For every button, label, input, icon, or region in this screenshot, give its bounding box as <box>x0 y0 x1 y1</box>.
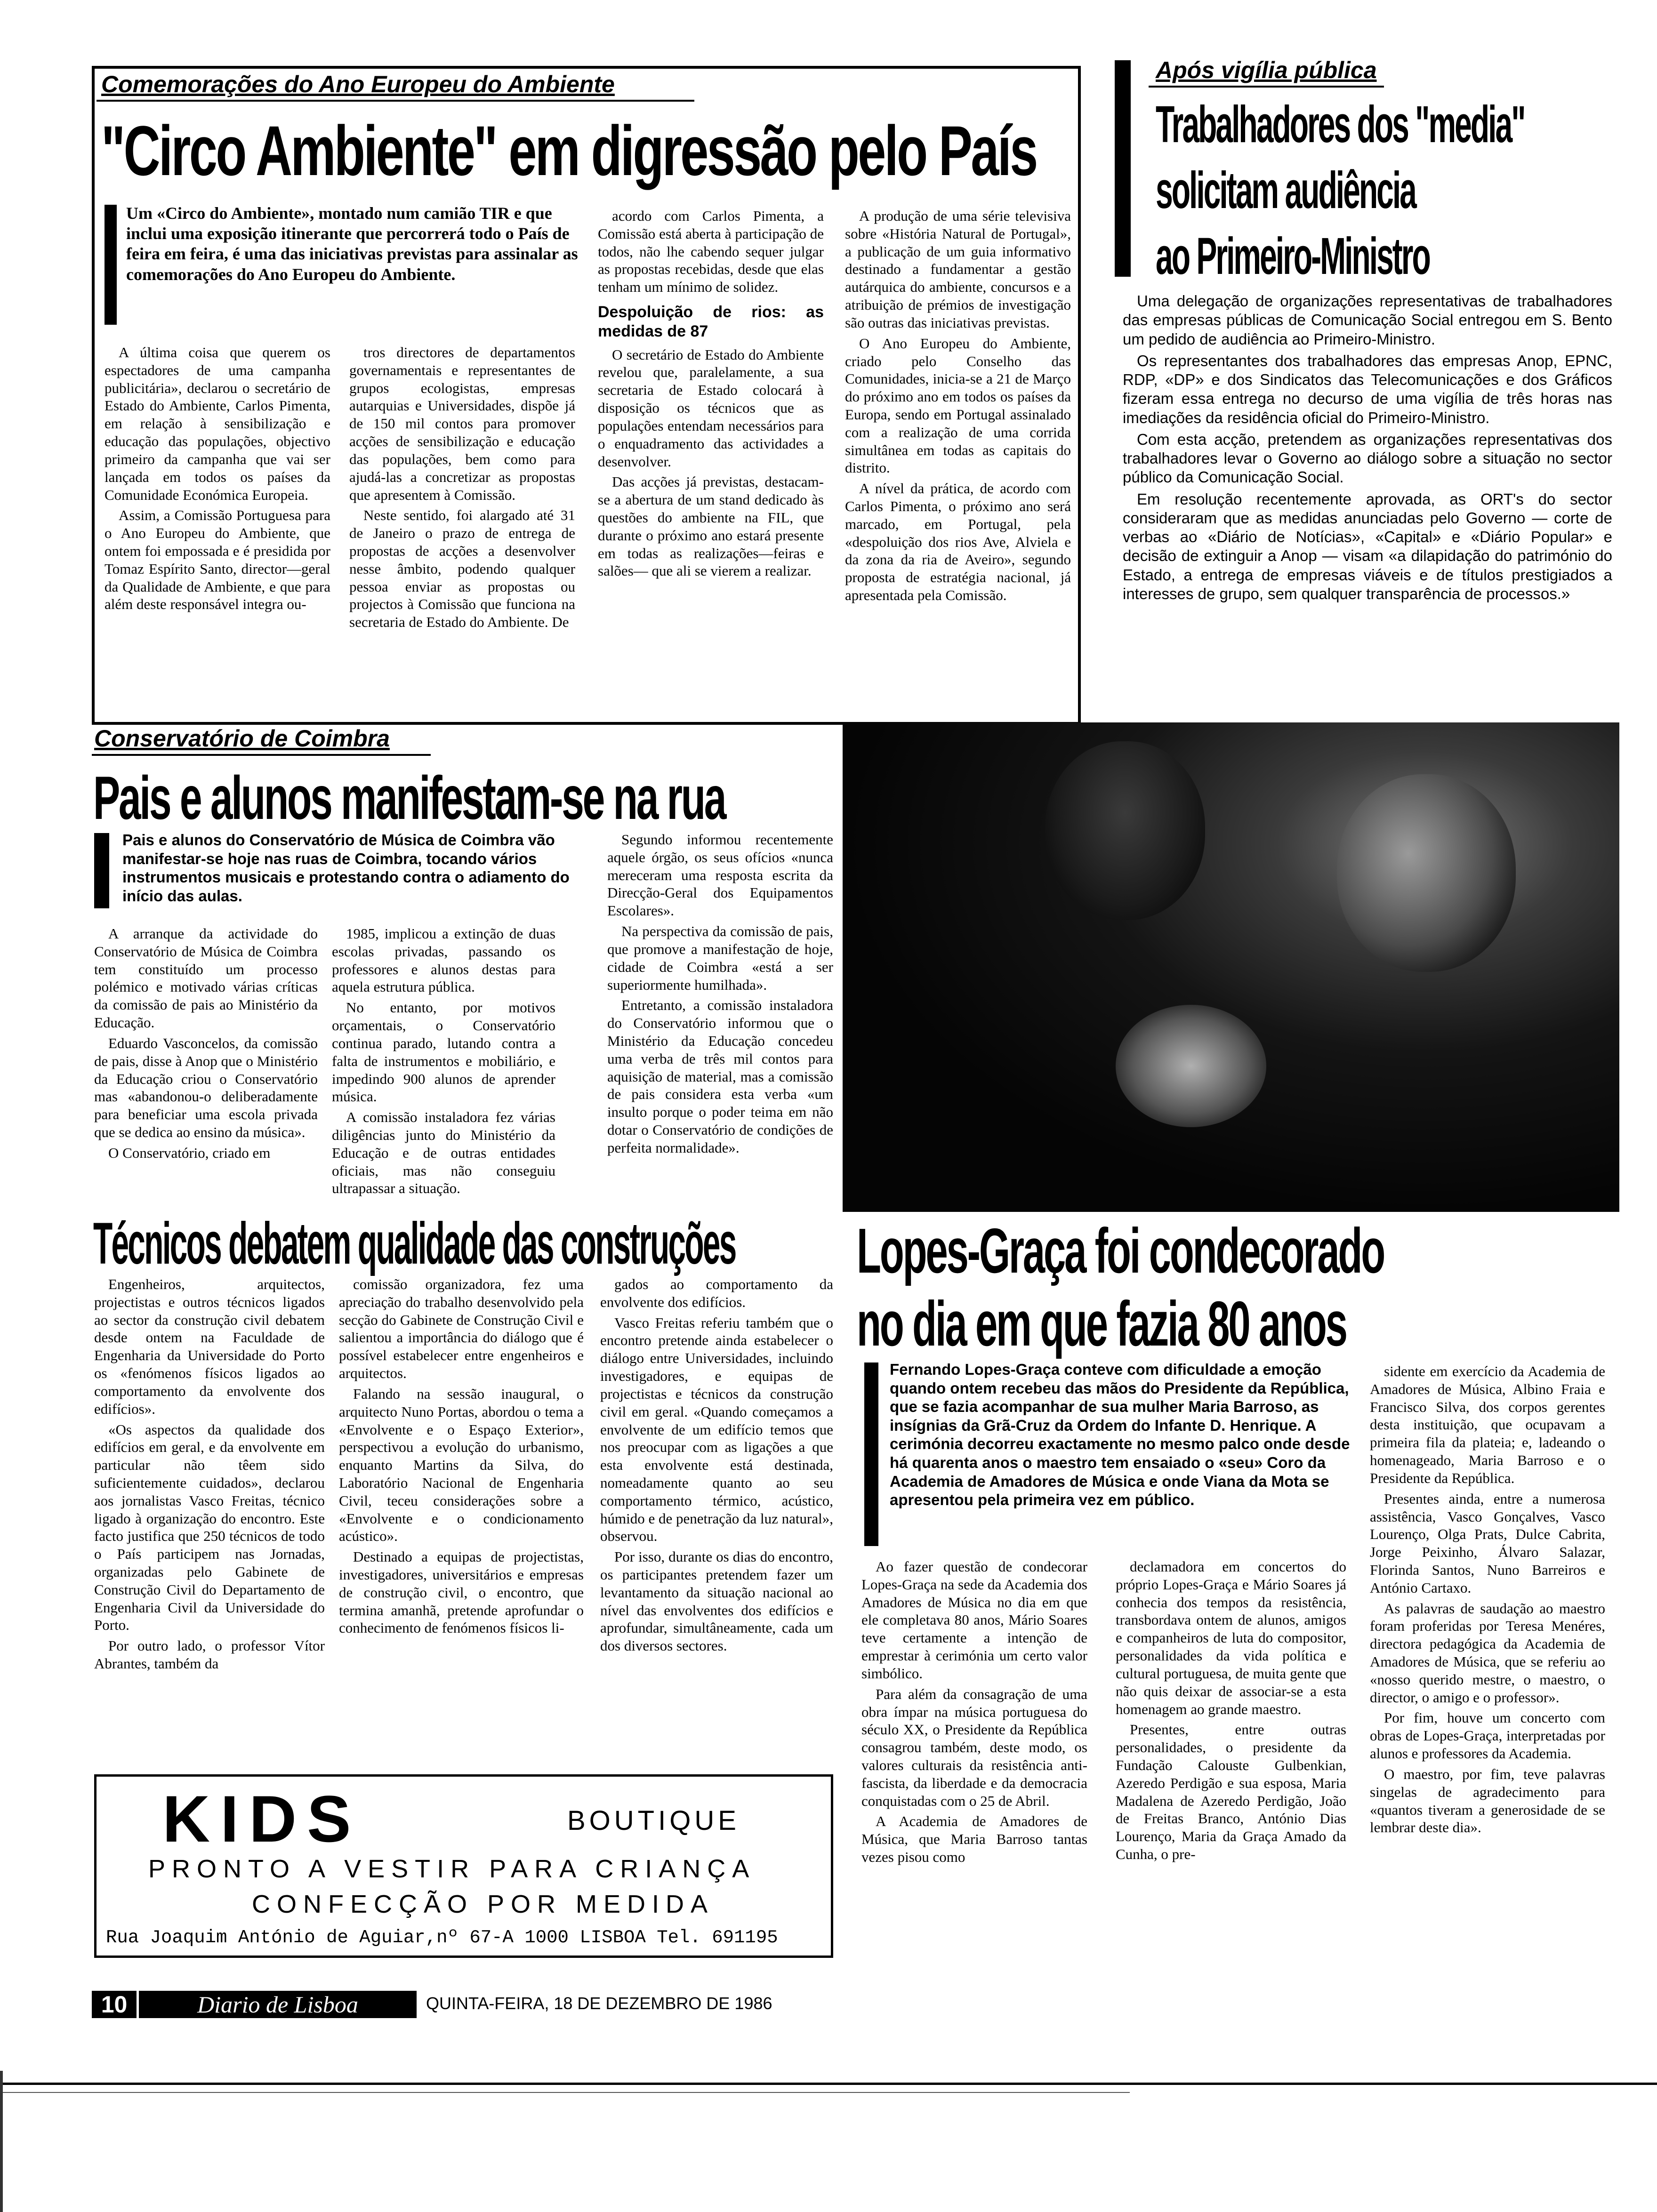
article2-headline-line-2: solicitam audiência <box>1156 161 1416 219</box>
article3-kicker: Conservatório de Coimbra <box>94 725 390 752</box>
ad-boutique: BOUTIQUE <box>567 1805 740 1836</box>
article1-column-2: tros directores de departamentos governamentais e representantes de grupos ecologistas, empresas autarquias e Universidades, dispõe já de 150 mil contos para promover acções de sensibilização e educação das populações, bem como para ajudá-las a concretizar as propostas que apresentem à Comissão. Neste sentido, foi alargado até 31 de Janeiro o prazo de entrega de propostas de acções a desenvolver nesse âmbito, podendo qualquer pessoa enviar as propostas ou projectos à Comissão que funciona na secretaria de Estado do Ambiente. De <box>349 344 575 631</box>
article1-subhead: Despoluição de rios: as medidas de 87 <box>598 303 824 340</box>
article1-column-3: acordo com Carlos Pimenta, a Comissão está aberta à participação de todos, não lhe cabendo sequer julgar as propostas recebidas, desde que elas tenham um mínimo de solidez. Despoluição de rios: as medidas de 87 O secretário de Estado do Ambiente revelou que, paralelamente, a sua secretaria de Estado colocará à disposição os técnicos que as populações entendam necessários para o enquadramento das actividades a desenvolver. Das acções já previstas, destacam-se a abertura de um stand dedicado às questões do ambiente na FIL, que durante o próximo ano estará presente em todas as realizações—feiras e salões— que ali se vierem a realizar. <box>598 208 824 579</box>
page-edge-rule <box>0 2083 1657 2085</box>
article1-kicker: Comemorações do Ano Europeu do Ambiente <box>101 71 615 97</box>
scan-left-edge <box>0 2071 3 2212</box>
article5-column-1: Ao fazer questão de condecorar Lopes-Graça na sede da Academia dos Amadores de Música no dia em que ele completava 80 anos, Mário Soares teve certamente a intenção de emprestar à cerimónia um certo valor simbólico. Para além da consagração de uma obra ímpar na música portuguesa do século XX, o Presidente da República consagrou também, deste modo, os valores culturais da resistência anti-fascista, da liberdade e da democracia conquistadas com o 25 de Abril. A Academia de Amadores de Música, que Maria Barroso tantas vezes pisou como <box>861 1558 1087 1865</box>
article5-headline-line-2: no dia em que fazia 80 anos <box>857 1288 1346 1359</box>
ceremony-photo <box>843 722 1619 1212</box>
article5-lead: Fernando Lopes-Graça conteve com dificuldade a emoção quando ontem recebeu das mãos do Presidente da República, que se fazia acompanhar de sua mulher Maria Barroso, as insígnias da Grã-Cruz da Ordem do Infante D. Henrique. A cerimónia decorreu exactamente no mesmo palco onde desde há quarenta anos o maestro tem ensaiado o «seu» Coro da Academia de Amadores de Música e onde Viana da Mota se apresentou pela primeira vez em público. <box>890 1361 1350 1509</box>
kicker-rule <box>97 100 694 102</box>
article4-column-2: comissão organizadora, fez uma apreciação do trabalho desenvolvido pela secção do Gabinete de Construção Civil e salientou a importância do diálogo que é possível estabelecer entre engenheiros e arquitectos. Falando na sessão inaugural, o arquitecto Nuno Portas, abordou o tema a «Envolvente e o Espaço Exterior», perspectivou a evolução do urbanismo, enquanto Martins da Silva, do Laboratório Nacional de Engenharia Civil, teceu considerações sobre a «Envolvente e o condicionamento acústico». Destinado a equipas de projectistas, investigadores, universitários e empresas de construção civil, o encontro, que termina amanhã, pretende aprofundar o conhecimento de fenómenos físicos li- <box>339 1276 584 1636</box>
ad-line-2: CONFECÇÃO POR MEDIDA <box>252 1890 715 1918</box>
article3-column-2: 1985, implicou a extinção de duas escolas privadas, passando os professores e alunos destas para aquela estrutura pública. No entanto, por motivos orçamentais, o Conservatório continua parado, lutando contra a falta de instrumentos e mobiliário, e impedindo 900 alunos de aprender música. A comissão instaladora fez várias diligências junto do Ministério da Educação e de outras entidades oficiais, mas não conseguiu ultrapassar a situação. <box>332 925 555 1197</box>
ad-line-1: PRONTO A VESTIR PARA CRIANÇA <box>148 1855 756 1883</box>
article4-column-1: Engenheiros, arquitectos, projectistas e outros técnicos ligados ao sector da construção civil debatem desde ontem na Faculdade de Engenharia da Universidade do Porto os «fenómenos físicos ligados ao comportamento da envolvente dos edifícios». «Os aspectos da qualidade dos edifícios em geral, e da envolvente em particular não têem sido suficientemente cuidados», declarou aos jornalistas Vasco Freitas, técnico ligado à organização do encontro. Este facto justifica que 250 técnicos de todo o País participem nas Jornadas, organizadas pelo Gabinete de Construção Civil do Departamento de Engenharia Civil da Universidade do Porto. Por outro lado, o professor Vítor Abrantes, também da <box>94 1276 325 1672</box>
article5-headline-line-1: Lopes-Graça foi condecorado <box>857 1215 1384 1286</box>
top-rule <box>92 66 1078 69</box>
article2-body: Uma delegação de organizações representativas de trabalhadores das empresas públicas de Comunicação Social entregou em S. Bento um pedido de audiência ao Primeiro-Ministro. Os representantes dos trabalhadores das empresas Anop, EPNC, RDP, «DP» e dos Sindicatos das Telecomunicações e dos Gráficos fizeram essa entrega no decurso de uma vigília de três horas nas imediações da residência oficial do Primeiro-Ministro. Com esta acção, pretendem as organizações representativas dos trabalhadores levar o Governo ao diálogo sobre a situação no sector público da Comunicação Social. Em resolução recentemente aprovada, as ORT's do sector consideraram que as medidas anunciadas pelo Governo — corte de verbas ao «Diário de Notícias», «Capital» e «Diário Popular» e decisão de extinguir a Anop — visam «a dilapidação do património do Estado, a entrega de empresas viáveis e de títulos prestigiados a interesses de grupo, sem qualquer transparência de processos.» <box>1123 292 1612 602</box>
article3-lead: Pais e alunos do Conservatório de Música de Coimbra vão manifestar-se hoje nas ruas de Coimbra, tocando vários instrumentos musicais e protestando contra o adiamento do início das aulas. <box>122 831 570 905</box>
article3-kicker-rule <box>92 754 431 756</box>
article3-column-1: A arranque da actividade do Conservatório de Música de Coimbra tem constituído um processo polémico e motivado várias críticas da comissão de pais ao Ministério da Educação. Eduardo Vasconcelos, da comissão de pais, disse à Anop que o Ministério da Educação criou o Conservatório mas «abandonou-o deliberadamente para beneficiar uma escola privada que se dedica ao ensino da música». O Conservatório, criado em <box>94 925 318 1161</box>
article2-kicker: Após vigília pública <box>1156 57 1377 83</box>
article3-headline: Pais e alunos manifestam-se na rua <box>93 763 725 832</box>
photo-figure-head <box>1337 774 1516 972</box>
article2-side-bar <box>1115 60 1131 277</box>
frame-right-rule <box>1078 66 1081 725</box>
photo-hands <box>1116 1005 1266 1127</box>
article5-column-3: sidente em exercício da Academia de Amadores de Música, Albino Fraia e Francisco Silva, dos corpos gerentes desta instituição, que ocupavam a primeira fila da plateia; e, ladeando o homenageado, Maria Barroso e o Presidente da República. Presentes ainda, entre a numerosa assistência, Vasco Gonçalves, Vasco Lourenço, Olga Prats, Dulce Cabrita, Jorge Peixinho, Álvaro Salazar, Florinda Santos, Nuno Barreiros e António Cartaxo. As palavras de saudação ao maestro foram proferidas por Teresa Menéres, directora pedagógica da Academia de Amadores de Música, que se referiu ao «nosso querido mestre, o maestro, o director, o amigo e o professor». Por fim, houve um concerto com obras de Lopes-Graça, interpretadas por alunos e professores da Academia. O maestro, por fim, teve palavras singelas de agradecimento para «quantos tiveram a generosidade de se lembrar deste dia». <box>1370 1363 1605 1836</box>
article4-headline: Técnicos debatem qualidade das construções <box>93 1211 736 1276</box>
kids-boutique-ad <box>94 1774 833 1958</box>
article5-column-2: declamadora em concertos do próprio Lopes-Graça e Mário Soares já conhecia dos tempos da resistência, transbordava ontem de alunos, amigos e companheiros de luta do compositor, personalidades da vida política e cultural portuguesa, de muita gente que não quis deixar de associar-se a esta homenagem ao grande maestro. Presentes, entre outras personalidades, o presidente da Fundação Calouste Gulbenkian, Azeredo Perdigão e sua esposa, Maria Madalena de Azeredo Perdigão, João de Freitas Branco, António Dias Lourenço, Maria da Graça Amado da Cunha, o pre- <box>1116 1558 1346 1862</box>
article1-column-4: A produção de uma série televisiva sobre «História Natural de Portugal», a publicação de um guia informativo destinado a fundamentar a gestão autárquica do ambiente, concursos e a atribuição de prémios de investigação são outras das iniciativas previstas. O Ano Europeu do Ambiente, criado pelo Conselho das Comunidades, inicia-se a 21 de Março do próximo ano em todos os países da Europa, sendo em Portugal assinalado com a realização de uma corrida simultânea em todas as capitais do distrito. A nível da prática, de acordo com Carlos Pimenta, o próximo ano será marcado, em Portugal, pela «despoluição dos rios Ave, Alviela e da zona da ria de Aveiro», segundo proposta de estratégia nacional, já apresentada pela Comissão. <box>845 208 1071 604</box>
article5-lead-bar <box>864 1362 878 1546</box>
article2-headline-line-3: ao Primeiro-Ministro <box>1156 227 1430 285</box>
article2-kicker-rule <box>1149 86 1384 88</box>
ad-brand: KIDS <box>162 1782 362 1856</box>
issue-date: QUINTA-FEIRA, 18 DE DEZEMBRO DE 1986 <box>426 1994 772 2013</box>
article1-headline: "Circo Ambiente" em digressão pelo País <box>101 111 1037 190</box>
article1-lead: Um «Circo do Ambiente», montado num camião TIR e que inclui uma exposição itinerante que percorrerá todo o País de feira em feira, é uma das iniciativas previstas para assinalar as comemorações do Ano Europeu do Ambiente. <box>126 204 578 284</box>
lead-bar <box>105 205 117 325</box>
ad-address: Rua Joaquim António de Aguiar,nº 67-A 1000 LISBOA Tel. 691195 <box>106 1927 778 1948</box>
article3-lead-bar <box>94 833 109 908</box>
frame-left-rule <box>92 66 95 725</box>
article1-column-1: A última coisa que querem os espectadores de uma campanha publicitária», declarou o secretário de Estado do Ambiente, Carlos Pimenta, em relação à sensibilização e educação das populações, objectivo primeiro da campanha que vai ser lançada em todos os países da Comunidade Económica Europeia. Assim, a Comissão Portuguesa para o Ano Europeu do Ambiente, que ontem foi empossada e é presidida por Tomaz Espírito Santo, director—geral da Qualidade de Ambiente, e que para além deste responsável integra ou- <box>105 344 330 613</box>
article2-headline-line-1: Trabalhadores dos "media" <box>1156 96 1525 153</box>
masthead: Diario de Lisboa <box>139 1991 417 2018</box>
article3-column-3: Segundo informou recentemente aquele órgão, os seus ofícios «nunca mereceram uma resposta escrita da Direcção-Geral dos Equipamentos Escolares». Na perspectiva da comissão de pais, que promove a manifestação de hoje, cidade de Coimbra «está a ser superiormente humilhada». Entretanto, a comissão instaladora do Conservatório informou que o Ministério da Educação concedeu uma verba de três mil contos para aquisição de material, mas a comissão de pais considera esta verba «um insulto porque o poder teima em não dotar o Conservatório de condições de perfeita normalidade». <box>607 831 833 1156</box>
page-number: 10 <box>92 1991 137 2018</box>
page-edge-shadow <box>0 2092 1130 2093</box>
photo-figure-left <box>1045 741 1205 920</box>
article4-column-3: gados ao comportamento da envolvente dos edifícios. Vasco Freitas referiu também que o encontro pretende ainda estabelecer o diálogo entre Universidades, incluindo investigadores, e equipas de projectistas e técnicos da construção civil em geral. «Quando começamos a envolvente de um edifício temos que nos preocupar com as ligações a que esta envolvente está destinada, nomeadamente quanto ao seu comportamento térmico, acústico, húmido e de penetração da luz natural», observou. Por isso, durante os dias do encontro, os participantes pretendem fazer um levantamento da situação nacional ao nível das envolventes dos edifícios e aprofundar, simultâneamente, cada um dos diversos sectores. <box>600 1276 833 1654</box>
